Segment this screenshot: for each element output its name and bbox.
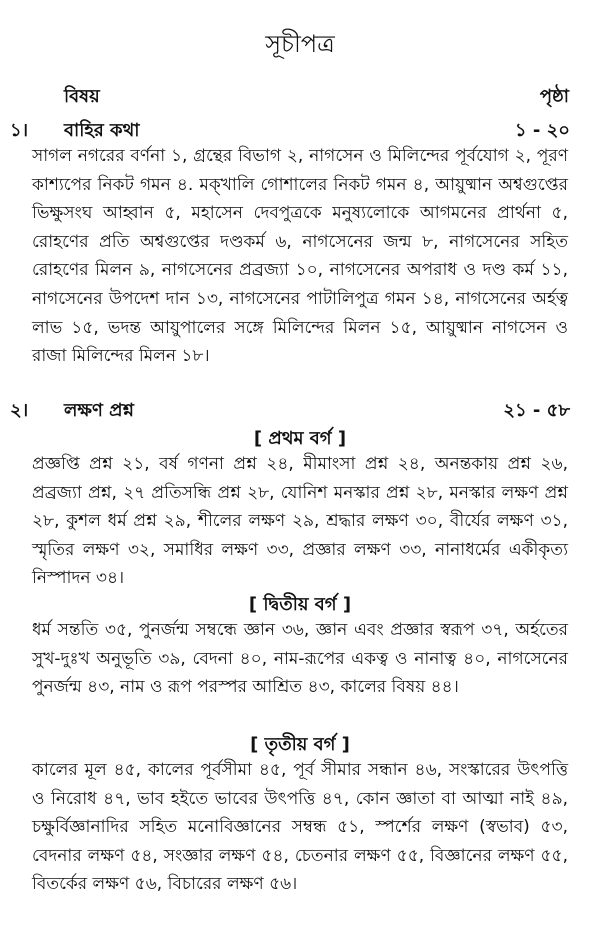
group-1-heading: [ প্রথম বর্গ ] [253,428,347,449]
group-1-contents: প্রজ্ঞপ্তি প্রশ্ন ২১, বর্ষ গণনা প্রশ্ন ২৪, মীমাংসা প্রশ্ন ২৪, অনন্তকায় প্রশ্ন ২৬, প্রব্রজ্যা প্রশ্ন, ২৭ প্রতিসন্ধি প্রশ্ন ২৮, যোনিশ মনস্কার প্রশ্ন ২৮, মনস্কার লক্ষণ প্রশ্ন ২৮, কুশল ধর্ম প্রশ্ন ২৯, শীলের লক্ষণ ২৯, শ্রদ্ধার লক্ষণ ৩০, বীর্যের লক্ষণ ৩১, স্মৃতির লক্ষণ ৩২, সমাধির লক্ষণ ৩৩, প্রজ্ঞার লক্ষণ ৩৩, নানাধর্মের একীকৃত্য নিস্পাদন ৩৪। [32,454,568,589]
section-1-title: বাহির কথা [64,120,140,141]
section-1-number: ১। [10,120,29,141]
subject-column-header: বিষয় [64,86,100,107]
section-1-page-range: ১ - ২০ [514,120,570,141]
section-2-page-range: ২১ - ৫৮ [503,400,570,421]
page-column-header: পৃষ্ঠা [539,86,569,107]
group-3-contents: কালের মূল ৪৫, কালের পূর্বসীমা ৪৫, পূর্ব সীমার সন্ধান ৪৬, সংস্কারের উৎপত্তি ও নিরোধ ৪৭, ভাব হইতে ভাবের উৎপত্তি ৪৭, কোন জ্ঞাতা বা আত্মা নাই ৪৯, চক্ষুর্বিজ্ঞানাদির সহিত মনোবিজ্ঞানের সম্বন্ধ ৫১, স্পর্শের লক্ষণ (স্বভাব) ৫৩, বেদনার লক্ষণ ৫৪, সংজ্ঞার লক্ষণ ৫৪, চেতনার লক্ষণ ৫৫, বিজ্ঞানের লক্ষণ ৫৫, বিতর্কের লক্ষণ ৫৬, বিচারের লক্ষণ ৫৬। [32,760,568,895]
section-1-contents: সাগল নগরের বর্ণনা ১, গ্রন্থের বিভাগ ২, নাগসেন ও মিলিন্দের পূর্বযোগ ২, পূরণ কাশ্যপের নিকট গমন ৪. মক্খালি গোশালের নিকট গমন ৪, আয়ুষ্মান অশ্বগুপ্তের ভিক্ষুসংঘ আহ্বান ৫, মহাসেন দেবপুত্রকে মনুষ্যলোকে আগমনের প্রার্থনা ৫, রোহণের প্রতি অশ্বগুপ্তের দণ্ডকর্ম ৬, নাগসেনের জন্ম ৮, নাগসেনের সহিত রোহণের মিলন ৯, নাগসেনের প্রব্রজ্যা ১০, নাগসেনের অপরাধ ও দণ্ড কর্ম ১১, নাগসেনের উপদেশ দান ১৩, নাগসেনের পাটালিপুত্র গমন ১৪, নাগসেনের অর্হত্ব লাভ ১৫, ভদন্ত আয়ুপালের সঙ্গে মিলিন্দের মিলন ১৫, আয়ুষ্মান নাগসেন ও রাজা মিলিন্দের মিলন ১৮। [32,146,568,367]
group-2-contents: ধর্ম সন্ততি ৩৫, পুনর্জন্ম সম্বন্ধে জ্ঞান ৩৬, জ্ঞান এবং প্রজ্ঞার স্বরূপ ৩৭, অর্হতের সুখ-দুঃখ অনুভূতি ৩৯, বেদনা ৪০, নাম-রূপের একত্ব ও নানাত্ব ৪০, নাগসেনের পুনর্জন্ম ৪৩, নাম ও রূপ পরস্পর আশ্রিত ৪৩, কালের বিষয় ৪৪। [32,620,568,698]
section-2-title: লক্ষণ প্রশ্ন [64,400,134,421]
group-3-heading: [ তৃতীয় বর্গ ] [250,734,350,755]
page-title: সূচীপত্র [265,30,335,58]
group-2-heading: [ দ্বিতীয় বর্গ ] [248,594,352,615]
section-2-number: ২। [10,400,29,421]
